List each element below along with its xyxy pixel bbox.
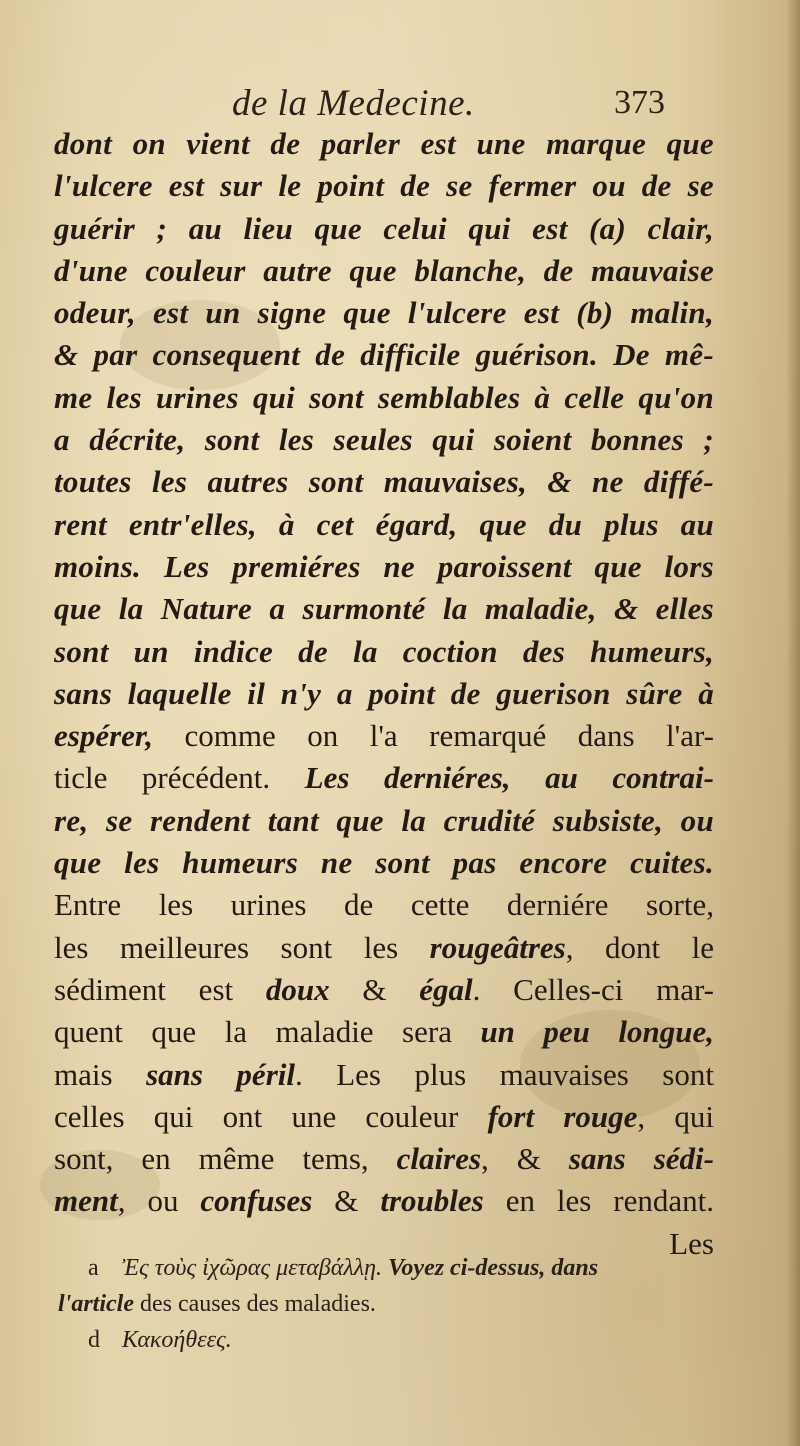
text-segment: confuses <box>200 1183 313 1219</box>
footnote-d <box>58 1322 718 1358</box>
text-segment: . Celles-ci mar- <box>472 971 715 1007</box>
text-segment: d'une couleur autre que blanche, de mauvaise <box>54 252 714 288</box>
text-segment: en les rendant. <box>483 1183 714 1219</box>
text-segment: sans sédi- <box>568 1141 714 1177</box>
page-number: 373 <box>614 84 665 121</box>
text-line <box>54 419 714 461</box>
text-segment: , & <box>481 1141 569 1177</box>
footnote-b <box>58 1286 718 1322</box>
text-segment: les meilleures sont les <box>54 929 430 965</box>
text-line <box>54 927 714 969</box>
text-segment: . Les plus mauvaises sont <box>294 1056 714 1092</box>
text-segment: , dont le <box>565 929 714 965</box>
text-segment: & <box>312 1183 381 1219</box>
text-line <box>54 1054 714 1096</box>
text-line <box>54 461 714 503</box>
text-line <box>54 757 714 799</box>
text-segment: fort rouge <box>487 1098 638 1134</box>
text-line <box>54 715 714 757</box>
text-segment: que les humeurs ne sont pas encore cuites. <box>54 845 714 881</box>
footnote-a <box>58 1250 718 1286</box>
text-segment: que la Nature a surmonté la maladie, & elles <box>54 591 714 627</box>
footnote-mark-d: d <box>88 1327 100 1353</box>
text-segment: Les derniéres, au contrai- <box>304 760 714 796</box>
text-segment: ment <box>54 1183 118 1219</box>
footnote-a-ref: Voyez ci-dessus, dans <box>388 1255 599 1281</box>
text-segment: sont, en même tems, <box>54 1141 397 1177</box>
text-line <box>54 673 714 715</box>
text-line <box>54 504 714 546</box>
text-segment: dont on vient de parler est une marque que <box>54 126 714 161</box>
text-segment: sédiment est <box>54 971 266 1007</box>
text-segment: doux <box>265 971 330 1007</box>
text-segment: a décrite, sont les seules qui soient bonnes ; <box>54 422 714 458</box>
text-segment: ticle précédent. <box>54 760 305 796</box>
text-segment: me les urines qui sont semblables à celle qu'on <box>54 379 714 415</box>
running-title: de la Medecine. <box>232 83 475 124</box>
text-segment: sans péril <box>146 1056 295 1092</box>
body-text <box>54 123 714 1265</box>
text-line <box>54 334 714 376</box>
text-segment: & par consequent de difficile guérison. De mê- <box>54 337 714 373</box>
footnotes <box>58 1250 718 1358</box>
text-segment: égal <box>419 971 473 1007</box>
text-line <box>54 546 714 588</box>
text-segment: Entre les urines de cette derniére sorte, <box>54 887 714 923</box>
text-segment: guérir ; au lieu que celui qui est (a) clair, <box>54 210 714 246</box>
catchword: Les <box>669 1225 714 1261</box>
text-line <box>54 123 714 165</box>
text-line <box>54 165 714 207</box>
text-line <box>54 1011 714 1053</box>
footnote-d-greek: Κακοήθεες. <box>122 1327 232 1353</box>
text-line <box>54 250 714 292</box>
text-segment: espérer, <box>54 718 185 754</box>
text-segment: rent entr'elles, à cet égard, que du plus au <box>54 506 714 542</box>
text-line <box>54 208 714 250</box>
text-line <box>54 292 714 334</box>
text-line <box>54 800 714 842</box>
text-segment: un peu longue, <box>480 1014 714 1050</box>
text-segment: celles qui ont une couleur <box>54 1098 488 1134</box>
text-segment: comme on l'a remarqué dans l'ar- <box>184 718 714 754</box>
text-segment: sont un indice de la coction des humeurs, <box>54 633 714 669</box>
text-line <box>54 884 714 926</box>
text-segment: sans laquelle il n'y a point de guerison sûre à <box>54 675 714 711</box>
text-segment: toutes les autres sont mauvaises, & ne diffé- <box>54 464 714 500</box>
text-line <box>54 588 714 630</box>
footnote-mark-a: a <box>88 1255 99 1281</box>
text-segment: l'ulcere est sur le point de se fermer ou de se <box>54 168 714 204</box>
text-line <box>54 969 714 1011</box>
text-line <box>54 1096 714 1138</box>
text-segment: & <box>329 971 420 1007</box>
footnote-a-greek: Ἐς τοὺς ἰχῶρας μεταβάλλῃ. <box>122 1255 383 1281</box>
text-segment: , ou <box>117 1183 201 1219</box>
text-line <box>54 631 714 673</box>
footnote-b-ref: l'article <box>58 1291 134 1317</box>
text-segment: , qui <box>637 1098 714 1134</box>
text-line <box>54 842 714 884</box>
text-segment: claires <box>396 1141 482 1177</box>
text-line <box>54 1138 714 1180</box>
text-segment: quent que la maladie sera <box>54 1014 481 1050</box>
text-line <box>54 1180 714 1222</box>
text-segment: moins. Les premiéres ne paroissent que lors <box>54 548 714 584</box>
text-segment: rougeâtres <box>429 929 566 965</box>
text-line <box>54 377 714 419</box>
text-segment: troubles <box>380 1183 484 1219</box>
text-segment: mais <box>54 1056 147 1092</box>
footnote-b-rest: des causes des maladies. <box>139 1291 376 1317</box>
text-segment: odeur, est un signe que l'ulcere est (b) malin, <box>54 295 714 331</box>
text-segment: re, se rendent tant que la crudité subsiste, ou <box>54 802 714 838</box>
